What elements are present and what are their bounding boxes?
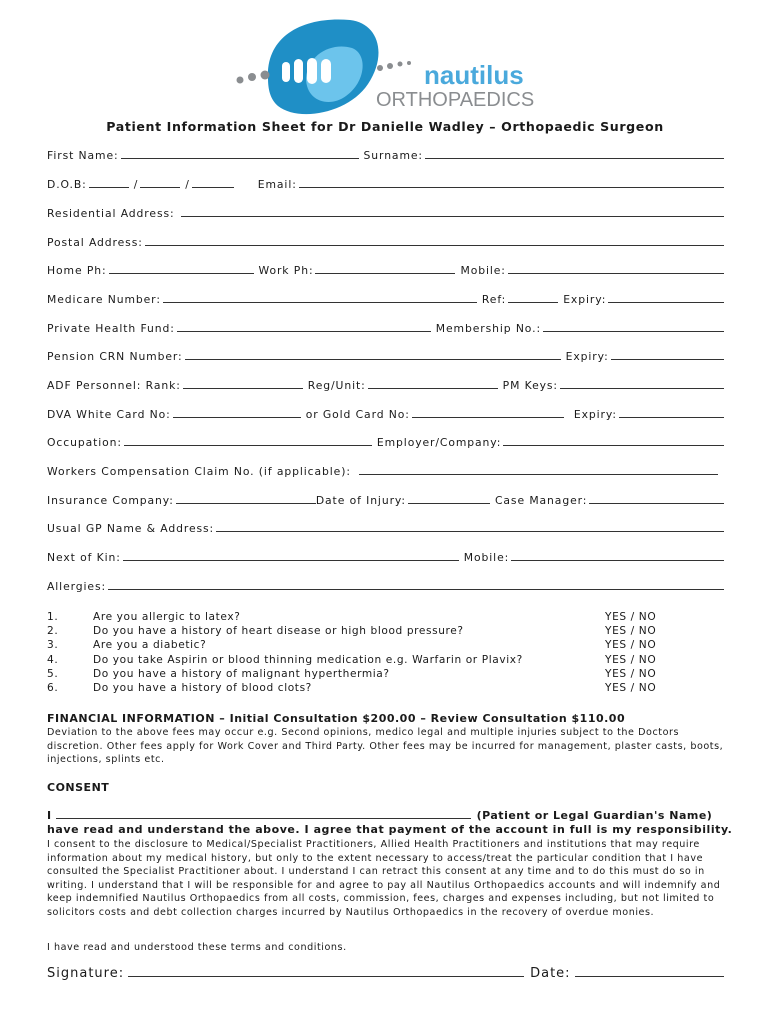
dob-label: D.O.B: bbox=[47, 178, 87, 191]
pension-expiry-field[interactable] bbox=[611, 358, 724, 360]
case-manager-label: Case Manager: bbox=[494, 494, 588, 507]
pm-keys-field[interactable] bbox=[560, 387, 724, 389]
home-phone-label: Home Ph: bbox=[47, 264, 107, 277]
date-label: Date: bbox=[530, 966, 571, 981]
reg-unit-field[interactable] bbox=[368, 387, 498, 389]
gp-label: Usual GP Name & Address: bbox=[47, 522, 215, 535]
mobile-field[interactable] bbox=[508, 272, 724, 274]
pension-label: Pension CRN Number: bbox=[47, 350, 183, 363]
occupation-label: Occupation: bbox=[47, 436, 122, 449]
row-medicare bbox=[47, 293, 724, 306]
row-postal bbox=[47, 236, 724, 249]
medicare-field[interactable] bbox=[163, 301, 477, 303]
membership-label: Membership No.: bbox=[435, 322, 541, 335]
dob-year-field[interactable] bbox=[192, 186, 234, 188]
surname-label: Surname: bbox=[363, 149, 423, 162]
question-row bbox=[47, 625, 724, 639]
signature-row bbox=[47, 966, 724, 981]
question-number: 6. bbox=[47, 681, 59, 694]
financial-heading: FINANCIAL INFORMATION – Initial Consultation $200.00 – Review Consultation $110.00 bbox=[47, 712, 626, 725]
postal-address-label: Postal Address: bbox=[47, 236, 143, 249]
allergies-field[interactable] bbox=[108, 588, 724, 590]
next-of-kin-label: Next of Kin: bbox=[47, 551, 121, 564]
question-text: Are you allergic to latex? bbox=[93, 611, 241, 623]
yes-no-answer[interactable]: YES / NO bbox=[605, 611, 657, 623]
question-number: 5. bbox=[47, 667, 59, 680]
consent-i-label: I bbox=[47, 809, 52, 822]
row-allergies bbox=[47, 580, 724, 593]
postal-address-field[interactable] bbox=[145, 244, 724, 246]
dva-label: DVA White Card No: bbox=[47, 408, 171, 421]
row-gp bbox=[47, 522, 724, 535]
ref-label: Ref: bbox=[481, 293, 507, 306]
page-title: Patient Information Sheet for Dr Danielle Wadley – Orthopaedic Surgeon bbox=[106, 119, 664, 134]
private-health-field[interactable] bbox=[177, 330, 431, 332]
row-insurance bbox=[47, 494, 724, 507]
question-text: Are you a diabetic? bbox=[93, 639, 207, 652]
signature-field[interactable] bbox=[128, 975, 524, 977]
yes-no-answer[interactable]: YES / NO bbox=[605, 681, 657, 694]
question-text: Do you have a history of blood clots? bbox=[93, 681, 312, 694]
pension-field[interactable] bbox=[185, 358, 561, 360]
row-dva bbox=[47, 408, 724, 421]
dob-day-field[interactable] bbox=[89, 186, 129, 188]
workers-comp-field[interactable] bbox=[359, 473, 718, 475]
logo-brand-name: nautilus bbox=[424, 60, 524, 90]
mobile-label: Mobile: bbox=[460, 264, 506, 277]
yes-no-answer[interactable]: YES / NO bbox=[605, 653, 657, 666]
question-text: Do you have a history of heart disease or high blood pressure? bbox=[93, 625, 464, 638]
reg-unit-label: Reg/Unit: bbox=[307, 379, 366, 392]
row-residential bbox=[47, 207, 724, 220]
logo-brand-sub: ORTHOPAEDICS bbox=[376, 89, 535, 111]
question-text: Do you have a history of malignant hyperthermia? bbox=[93, 667, 390, 680]
row-pension bbox=[47, 350, 724, 363]
medical-questions bbox=[47, 611, 724, 696]
question-number: 3. bbox=[47, 639, 59, 652]
row-dob-email bbox=[47, 178, 724, 191]
dob-separator: / bbox=[185, 178, 190, 191]
gold-card-label: or Gold Card No: bbox=[305, 408, 410, 421]
work-phone-label: Work Ph: bbox=[258, 264, 314, 277]
date-of-injury-field[interactable] bbox=[408, 502, 490, 504]
adf-rank-field[interactable] bbox=[183, 387, 303, 389]
row-phones bbox=[47, 264, 724, 277]
medicare-expiry-field[interactable] bbox=[608, 301, 724, 303]
gp-field[interactable] bbox=[216, 530, 724, 532]
question-number: 2. bbox=[47, 625, 59, 638]
row-workers-comp bbox=[47, 465, 724, 478]
expiry-label: Expiry: bbox=[573, 408, 617, 421]
guardian-name-field[interactable] bbox=[56, 817, 471, 819]
consent-confirm: I have read and understood these terms and conditions. bbox=[47, 942, 347, 953]
employer-field[interactable] bbox=[503, 444, 724, 446]
work-phone-field[interactable] bbox=[315, 272, 455, 274]
workers-comp-label: Workers Compensation Claim No. (if applicable): bbox=[47, 465, 351, 478]
surname-field[interactable] bbox=[425, 157, 724, 159]
row-name bbox=[47, 149, 724, 162]
date-field[interactable] bbox=[575, 975, 724, 977]
expiry-label: Expiry: bbox=[563, 293, 607, 306]
dob-separator: / bbox=[133, 178, 139, 191]
signature-label: Signature: bbox=[47, 966, 125, 981]
question-number: 4. bbox=[47, 653, 59, 666]
residential-address-field[interactable] bbox=[181, 215, 724, 217]
guardian-label: (Patient or Legal Guardian's Name) bbox=[476, 809, 713, 822]
dva-field[interactable] bbox=[173, 416, 301, 418]
allergies-label: Allergies: bbox=[47, 580, 107, 593]
case-manager-field[interactable] bbox=[589, 502, 724, 504]
question-row bbox=[47, 654, 724, 668]
yes-no-answer[interactable]: YES / NO bbox=[605, 625, 657, 638]
agreement-statement: have read and understand the above. I agree that payment of the account in full is my responsibility. bbox=[47, 823, 733, 836]
kin-mobile-field[interactable] bbox=[511, 559, 724, 561]
financial-text: Deviation to the above fees may occur e.g. Second opinions, medico legal and multiple injuries subject to the Doctors discretion. Other fees apply for Work Cover and Third Party. Other fees may be incurred for management, plaster casts, boots, injections, splints etc. bbox=[47, 727, 724, 766]
insurance-label: Insurance Company: bbox=[47, 494, 174, 507]
pm-keys-label: PM Keys: bbox=[502, 379, 558, 392]
question-row bbox=[47, 668, 724, 682]
dva-expiry-field[interactable] bbox=[619, 416, 724, 418]
row-next-of-kin bbox=[47, 551, 724, 564]
mobile-label: Mobile: bbox=[463, 551, 510, 564]
first-name-field[interactable] bbox=[121, 157, 359, 159]
home-phone-field[interactable] bbox=[109, 272, 254, 274]
guardian-row bbox=[47, 809, 724, 822]
row-occupation bbox=[47, 436, 724, 449]
yes-no-answer[interactable]: YES / NO bbox=[605, 667, 657, 680]
row-private-health bbox=[47, 322, 724, 335]
gold-card-field[interactable] bbox=[412, 416, 564, 418]
row-adf bbox=[47, 379, 724, 392]
date-of-injury-label: Date of Injury: bbox=[315, 494, 406, 507]
residential-address-label: Residential Address: bbox=[47, 207, 175, 220]
question-row bbox=[47, 639, 724, 653]
medicare-label: Medicare Number: bbox=[47, 293, 161, 306]
membership-field[interactable] bbox=[543, 330, 724, 332]
expiry-label: Expiry: bbox=[565, 350, 609, 363]
ref-field[interactable] bbox=[508, 301, 558, 303]
private-health-label: Private Health Fund: bbox=[47, 322, 175, 335]
email-label: Email: bbox=[257, 178, 297, 191]
email-field[interactable] bbox=[299, 186, 724, 188]
nautilus-orthopaedics-logo bbox=[228, 14, 544, 122]
employer-label: Employer/Company: bbox=[376, 436, 502, 449]
question-row bbox=[47, 611, 724, 625]
occupation-field[interactable] bbox=[124, 444, 372, 446]
next-of-kin-field[interactable] bbox=[123, 559, 459, 561]
dob-month-field[interactable] bbox=[140, 186, 180, 188]
question-row bbox=[47, 682, 724, 696]
first-name-label: First Name: bbox=[47, 149, 119, 162]
consent-heading: CONSENT bbox=[47, 781, 110, 794]
adf-rank-label: ADF Personnel: Rank: bbox=[47, 379, 181, 392]
consent-text: I consent to the disclosure to Medical/Specialist Practitioners, Allied Health Practitioners and institutions that may require information about my medical history, but only to the extent necessary to access/treat the particular condition that I have consulted the Specialist Practitioner about. I understand I can retract this consent at any time and to do this must do so in writing. I understand that I will be responsible for and agree to pay all Nautilus Orthopaedics accounts and will indemnify and keep indemnified Nautilus Orthopaedics from all costs, commission, fees, charges and expenses including, but not limited to solicitors costs and debt collection charges incurred by Nautilus Orthopaedics in the recovery of overdue monies. bbox=[47, 839, 721, 918]
yes-no-answer[interactable]: YES / NO bbox=[605, 639, 657, 652]
insurance-field[interactable] bbox=[176, 502, 316, 504]
question-text: Do you take Aspirin or blood thinning medication e.g. Warfarin or Plavix? bbox=[93, 653, 523, 666]
question-number: 1. bbox=[47, 611, 59, 623]
